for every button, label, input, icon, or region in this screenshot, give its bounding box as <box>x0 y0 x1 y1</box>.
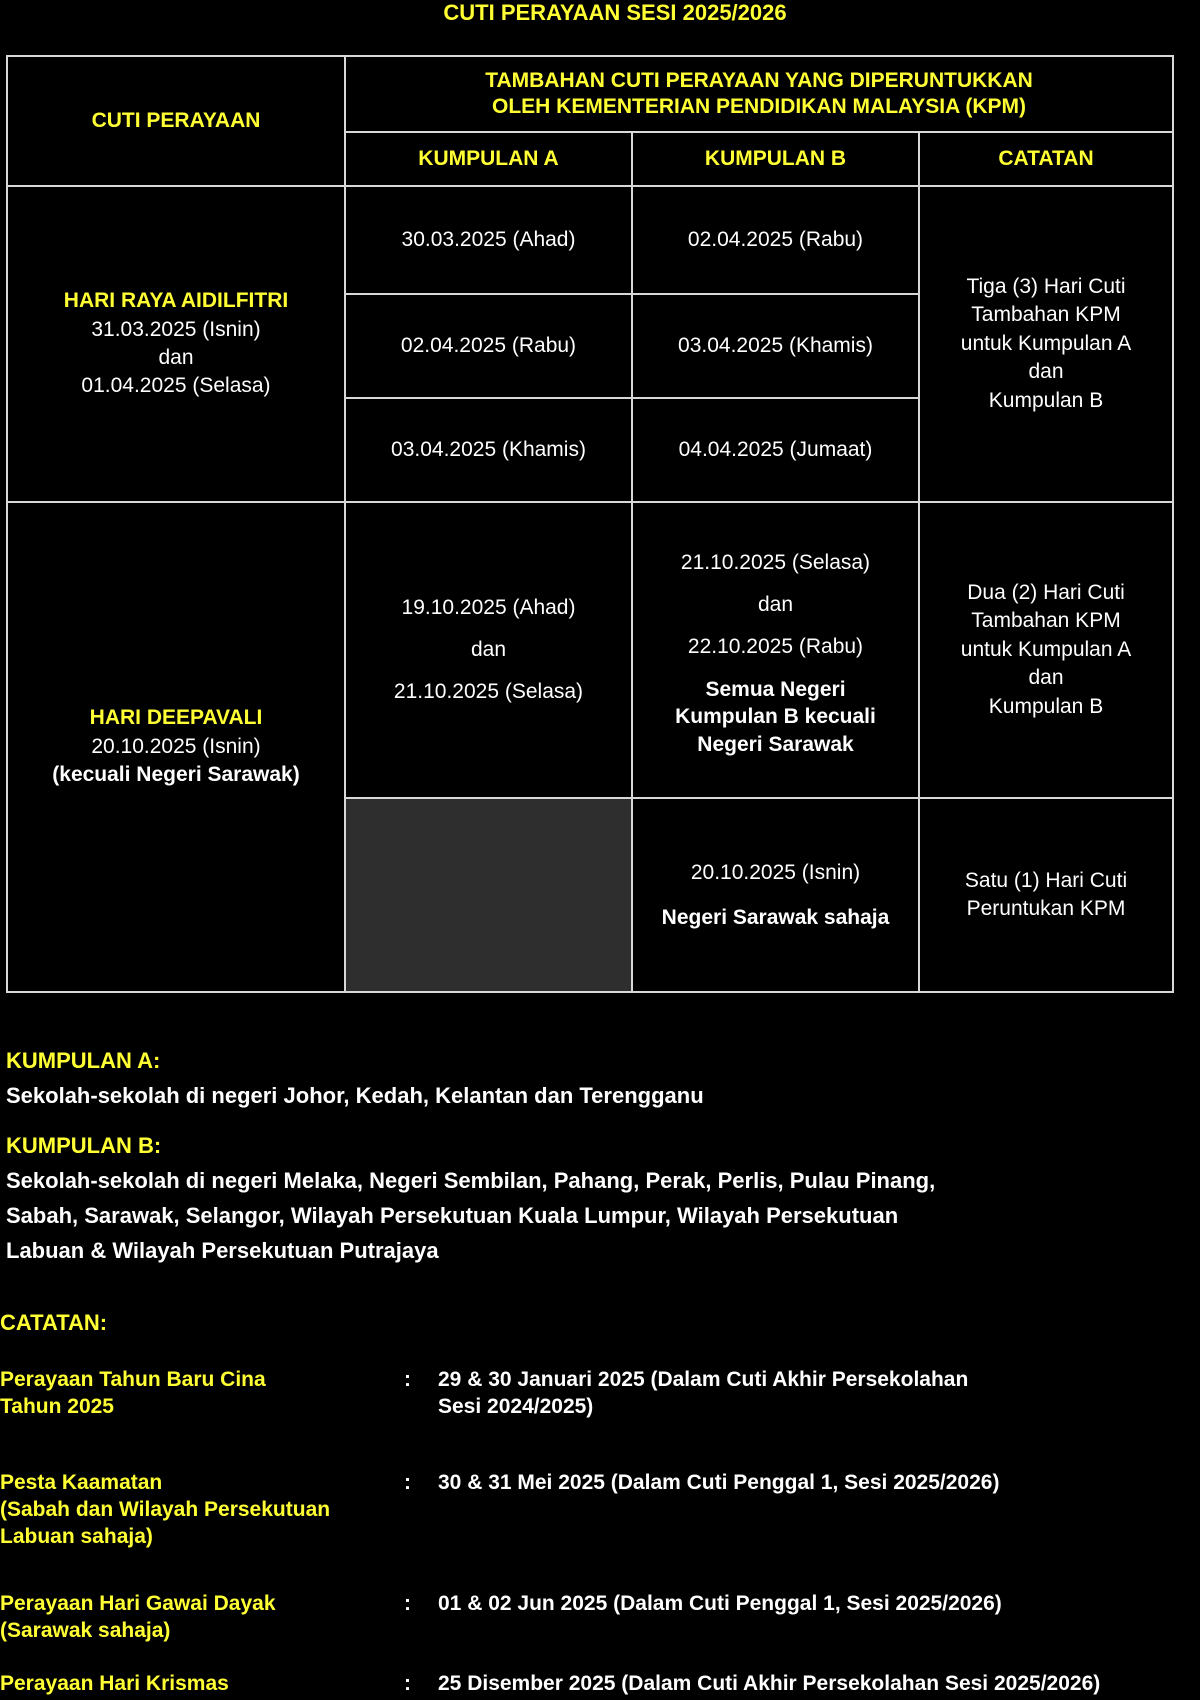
deepavali-b-bold-line: Kumpulan B kecuali <box>675 705 876 729</box>
sarawak-b-date: 20.10.2025 (Isnin) <box>690 860 861 884</box>
sarawak-note <box>919 798 1173 992</box>
holiday-table <box>6 55 1174 993</box>
note-label-line: Perayaan Hari Krismas <box>0 1672 229 1695</box>
aidilfitri-name: HARI RAYA AIDILFITRI <box>63 289 289 313</box>
note-colon: : <box>404 1672 411 1695</box>
deepavali-name: HARI DEEPAVALI <box>89 706 263 730</box>
deepavali-except: (kecuali Negeri Sarawak) <box>52 763 300 787</box>
aidilfitri-note-line: Kumpulan B <box>988 388 1104 412</box>
note-label-line: (Sarawak sahaja) <box>0 1619 171 1642</box>
deepavali-note-line: untuk Kumpulan A <box>960 637 1132 661</box>
aidilfitri-b-row2: 03.04.2025 (Khamis) <box>632 294 919 398</box>
note-value-line: Sesi 2024/2025) <box>438 1395 594 1418</box>
kumpulan-b-line3: Labuan & Wilayah Persekutuan Putrajaya <box>6 1238 439 1263</box>
note-colon: : <box>404 1368 411 1391</box>
kumpulan-b-line1: Sekolah-sekolah di negeri Melaka, Negeri Sembilan, Pahang, Perak, Perlis, Pulau Pinang, <box>6 1168 936 1193</box>
aidilfitri-note-line: Tambahan KPM <box>971 303 1121 327</box>
deepavali-date: 20.10.2025 (Isnin) <box>91 734 261 758</box>
deepavali-a <box>345 502 632 798</box>
deepavali-a-line: 21.10.2025 (Selasa) <box>393 680 584 703</box>
kumpulan-a-text: Sekolah-sekolah di negeri Johor, Kedah, Kelantan dan Terengganu <box>6 1083 704 1108</box>
header-tambahan-line1: TAMBAHAN CUTI PERAYAAN YANG DIPERUNTUKKAN <box>485 68 1033 92</box>
deepavali-note-line: Kumpulan B <box>988 694 1104 718</box>
note-value-line: 01 & 02 Jun 2025 (Dalam Cuti Penggal 1, Sesi 2025/2026) <box>438 1592 1002 1615</box>
header-cuti-perayaan: CUTI PERAYAAN <box>7 56 345 186</box>
aidilfitri-cell <box>7 186 345 502</box>
aidilfitri-a-row1: 30.03.2025 (Ahad) <box>345 186 632 294</box>
note-colon: : <box>404 1471 411 1494</box>
header-tambahan <box>345 56 1173 132</box>
note-value <box>438 1590 1198 1617</box>
deepavali-cell <box>7 502 345 992</box>
kumpulan-a-title: KUMPULAN A: <box>6 1048 161 1073</box>
note-value <box>438 1670 1198 1697</box>
deepavali-b-bold-line: Semua Negeri <box>705 678 846 702</box>
catatan-title: CATATAN: <box>0 1310 108 1335</box>
deepavali-note-line: dan <box>1028 666 1064 690</box>
kumpulan-b-line2: Sabah, Sarawak, Selangor, Wilayah Persekutuan Kuala Lumpur, Wilayah Persekutuan <box>6 1203 899 1228</box>
deepavali-b-line: 21.10.2025 (Selasa) <box>680 551 871 575</box>
sarawak-b <box>632 798 919 992</box>
aidilfitri-a-row3: 03.04.2025 (Khamis) <box>345 398 632 502</box>
page-title: CUTI PERAYAAN SESI 2025/2026 <box>443 0 787 25</box>
sarawak-note-line: Peruntukan KPM <box>966 897 1126 920</box>
aidilfitri-note-line: untuk Kumpulan A <box>960 331 1132 355</box>
deepavali-note-line: Tambahan KPM <box>971 609 1121 633</box>
aidilfitri-date2: 01.04.2025 (Selasa) <box>81 374 271 398</box>
aidilfitri-b-row1: 02.04.2025 (Rabu) <box>632 186 919 294</box>
note-label-line: Pesta Kaamatan <box>0 1471 163 1494</box>
header-kumpulan-b: KUMPULAN B <box>632 132 919 186</box>
note-label <box>0 1366 400 1420</box>
note-label <box>0 1590 400 1644</box>
sarawak-note-line: Satu (1) Hari Cuti <box>964 868 1128 892</box>
note-value-line: 29 & 30 Januari 2025 (Dalam Cuti Akhir Persekolahan <box>438 1368 969 1391</box>
kumpulan-b-title: KUMPULAN B: <box>6 1133 162 1158</box>
note-label-line: (Sabah dan Wilayah Persekutuan <box>0 1498 331 1521</box>
note-value-line: 25 Disember 2025 (Dalam Cuti Akhir Persekolahan Sesi 2025/2026) <box>438 1672 1101 1695</box>
deepavali-note <box>919 502 1173 798</box>
header-tambahan-line2: OLEH KEMENTERIAN PENDIDIKAN MALAYSIA (KPM) <box>492 95 1026 118</box>
note-label <box>0 1670 400 1697</box>
sarawak-b-label: Negeri Sarawak sahaja <box>661 906 890 929</box>
note-value <box>438 1469 1198 1496</box>
note-label-line: Labuan sahaja) <box>0 1525 153 1548</box>
note-value <box>438 1366 1198 1420</box>
deepavali-a-line: 19.10.2025 (Ahad) <box>401 596 576 619</box>
note-value-line: 30 & 31 Mei 2025 (Dalam Cuti Penggal 1, Sesi 2025/2026) <box>438 1471 1000 1494</box>
note-label-line: Perayaan Tahun Baru Cina <box>0 1368 266 1391</box>
groups-section <box>6 1044 1126 1268</box>
header-kumpulan-a: KUMPULAN A <box>345 132 632 186</box>
aidilfitri-date1: 31.03.2025 (Isnin) <box>91 317 261 341</box>
note-colon: : <box>404 1592 411 1615</box>
aidilfitri-note-line: dan <box>1028 360 1064 384</box>
header-catatan: CATATAN <box>919 132 1173 186</box>
aidilfitri-dan: dan <box>158 346 194 369</box>
aidilfitri-note-line: Tiga (3) Hari Cuti <box>966 275 1126 299</box>
deepavali-b <box>632 502 919 798</box>
deepavali-b-line: 22.10.2025 (Rabu) <box>687 635 864 659</box>
aidilfitri-a-row2: 02.04.2025 (Rabu) <box>345 294 632 398</box>
shaded-empty-cell <box>345 798 632 992</box>
deepavali-a-line: dan <box>470 638 507 661</box>
deepavali-b-line: dan <box>757 593 794 617</box>
aidilfitri-note <box>919 186 1173 502</box>
deepavali-note-line: Dua (2) Hari Cuti <box>967 581 1125 605</box>
note-label-line: Tahun 2025 <box>0 1395 114 1418</box>
note-label-line: Perayaan Hari Gawai Dayak <box>0 1592 276 1615</box>
aidilfitri-b-row3: 04.04.2025 (Jumaat) <box>632 398 919 502</box>
note-label <box>0 1469 400 1550</box>
deepavali-b-bold-line: Negeri Sarawak <box>697 732 854 756</box>
